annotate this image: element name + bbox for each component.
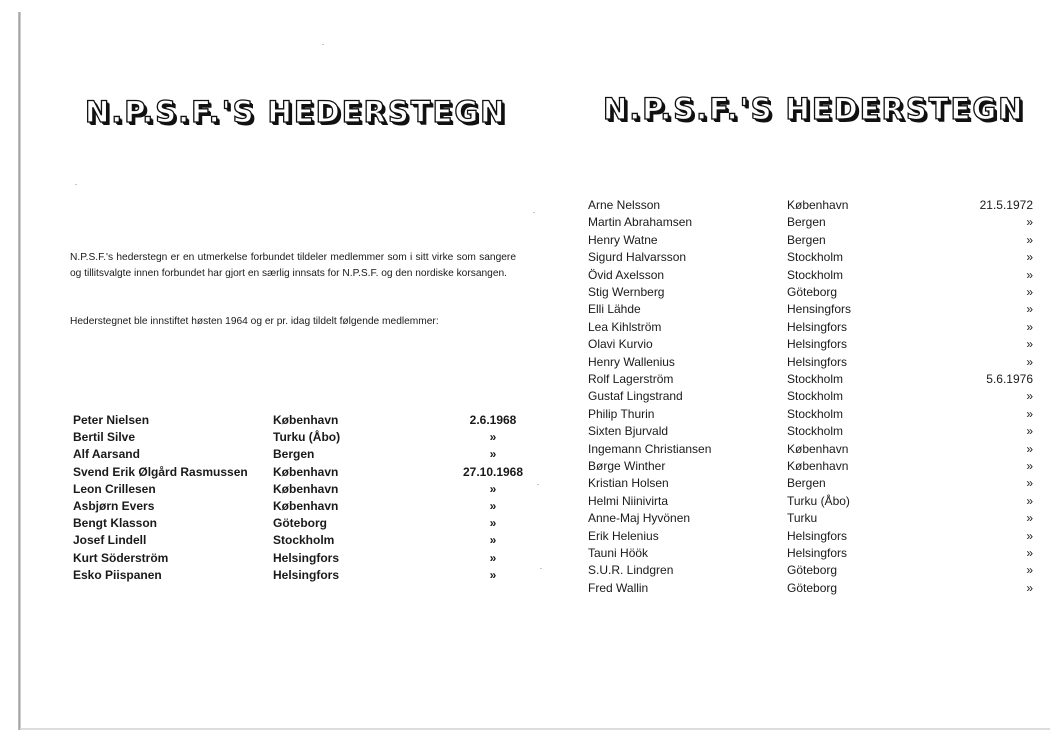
honoree-name: Philip Thurin	[588, 406, 655, 421]
honoree-city: Stockholm	[787, 250, 844, 265]
page-title-right: N.P.S.F.'S HEDERSTEGN	[603, 92, 1025, 126]
honoree-name: Svend Erik Ølgård Rasmussen	[73, 464, 248, 479]
honoree-name: Sigurd Halvarsson	[588, 250, 687, 265]
honoree-name: Fred Wallin	[588, 580, 649, 595]
honoree-city: Helsingfors	[273, 550, 340, 565]
honoree-name: Bengt Klasson	[73, 516, 158, 531]
award-date: »	[1026, 476, 1033, 491]
honoree-city: Stockholm	[787, 389, 844, 404]
honoree-name: Bertil Silve	[73, 430, 136, 445]
honoree-city: København	[787, 459, 849, 473]
honoree-name: Tauni Höök	[588, 546, 649, 560]
honoree-city: Helsingfors	[787, 354, 848, 369]
honoree-name: Alf Aarsand	[73, 447, 140, 462]
award-date: 5.6.1976	[986, 372, 1033, 386]
award-date: »	[1026, 215, 1033, 230]
honoree-city: Helsingfors	[273, 567, 340, 582]
honoree-city: Göteborg	[787, 563, 838, 578]
honoree-city: København	[273, 413, 339, 427]
honoree-city: Bergen	[787, 215, 826, 230]
honoree-city: København	[273, 464, 339, 479]
award-date: »	[489, 516, 497, 531]
honoree-city: Helsingfors	[787, 319, 848, 334]
honoree-name: Arne Nelsson	[588, 198, 661, 212]
award-date: »	[1026, 511, 1033, 526]
award-date: 2.6.1968	[469, 413, 517, 427]
founding-note: Hederstegnet ble innstiftet høsten 1964 og er pr. idag tildelt følgende medlemmer:	[70, 316, 439, 327]
honoree-name: Børge Winther	[588, 459, 666, 473]
honoree-city: Göteborg	[787, 580, 838, 595]
honoree-city: Helsingfors	[787, 528, 848, 543]
award-date: 21.5.1972	[979, 198, 1033, 212]
honoree-city: Turku (Åbo)	[273, 430, 341, 445]
award-date: »	[1026, 389, 1033, 404]
honoree-name: Rolf Lagerström	[588, 372, 674, 386]
honoree-name: Elli Lähde	[588, 302, 641, 317]
honoree-name: Erik Helenius	[588, 528, 659, 543]
honoree-name: Gustaf Lingstrand	[588, 389, 683, 404]
award-date: »	[489, 430, 497, 445]
honoree-city: København	[787, 198, 849, 212]
honoree-name: Kristian Holsen	[588, 476, 669, 491]
award-date: »	[1026, 232, 1033, 247]
honoree-city: Stockholm	[787, 267, 844, 282]
award-date: »	[489, 447, 497, 462]
scan-speck	[537, 484, 539, 485]
honoree-name: Martin Abrahamsen	[588, 215, 693, 230]
award-date: »	[1026, 528, 1033, 543]
honoree-name: Peter Nielsen	[73, 413, 150, 427]
honoree-city: Göteborg	[273, 516, 327, 531]
honoree-city: Helsingfors	[787, 337, 848, 352]
honoree-name: Asbjørn Evers	[73, 499, 155, 513]
page-title-left: N.P.S.F.'S HEDERSTEGN	[85, 95, 507, 129]
award-date: »	[1026, 459, 1033, 473]
award-date: 27.10.1968	[462, 464, 524, 479]
award-date: »	[489, 499, 497, 513]
honoree-city: Bergen	[787, 476, 826, 491]
award-date: »	[489, 567, 497, 582]
award-date: »	[1026, 250, 1033, 265]
honoree-name: Anne-Maj Hyvönen	[588, 511, 691, 526]
scan-speck	[75, 184, 77, 185]
honoree-city: Stockholm	[273, 533, 335, 548]
award-date: »	[1026, 302, 1033, 317]
honoree-name: Esko Piispanen	[73, 567, 162, 582]
honoree-name: Kurt Söderström	[73, 550, 169, 565]
honoree-name: Ingemann Christiansen	[588, 441, 712, 456]
award-date: »	[1026, 354, 1033, 369]
award-date: »	[1026, 424, 1033, 439]
award-date: »	[1026, 337, 1033, 352]
honoree-city: Göteborg	[787, 285, 838, 299]
award-date: »	[1026, 580, 1033, 595]
award-date: »	[1026, 563, 1033, 578]
honoree-city: Hensingfors	[787, 302, 852, 317]
honoree-name: Övid Axelsson	[588, 267, 665, 282]
award-date: »	[1026, 319, 1033, 334]
honoree-city: Stockholm	[787, 424, 844, 439]
award-date: »	[1026, 285, 1033, 299]
page-bottom-edge	[20, 728, 1050, 730]
honoree-name: Helmi Niinivirta	[588, 493, 669, 508]
honoree-city: Stockholm	[787, 406, 844, 421]
award-date: »	[489, 533, 497, 548]
honoree-name: Sixten Bjurvald	[588, 424, 669, 439]
honoree-name: Olavi Kurvio	[588, 337, 653, 352]
honoree-name: S.U.R. Lindgren	[588, 563, 674, 578]
page-left-edge	[18, 12, 21, 730]
scan-speck	[533, 212, 535, 213]
honoree-city: København	[273, 481, 339, 496]
honoree-city: Turku	[787, 511, 818, 526]
honoree-city: Turku (Åbo)	[787, 493, 850, 508]
award-date: »	[1026, 493, 1033, 508]
honoree-city: København	[787, 441, 849, 456]
award-date: »	[1026, 546, 1033, 560]
award-date: »	[1026, 267, 1033, 282]
scan-speck	[540, 568, 542, 569]
honoree-city: Bergen	[273, 447, 315, 462]
honoree-name: Lea Kihlström	[588, 319, 662, 334]
honoree-name: Leon Crillesen	[73, 481, 156, 496]
award-date: »	[1026, 406, 1033, 421]
honoree-city: København	[273, 499, 339, 513]
honoree-name: Henry Wallenius	[588, 354, 675, 369]
honoree-name: Josef Lindell	[73, 533, 147, 548]
honoree-city: Helsingfors	[787, 546, 848, 560]
honoree-city: Bergen	[787, 232, 826, 247]
honoree-city: Stockholm	[787, 372, 844, 386]
honoree-name: Henry Watne	[588, 232, 658, 247]
intro-paragraph: N.P.S.F.'s hederstegn er en utmerkelse forbundet tildeler medlemmer som i sitt virke som sangere og tillitsvalgte innen forbundet har gjort en særlig innsats for N.P.S.F. og den nordiske korsangen.	[70, 252, 516, 279]
award-date: »	[489, 550, 497, 565]
scan-speck	[322, 44, 324, 45]
award-date: »	[489, 481, 497, 496]
award-date: »	[1026, 441, 1033, 456]
honoree-name: Stig Wernberg	[588, 285, 665, 299]
